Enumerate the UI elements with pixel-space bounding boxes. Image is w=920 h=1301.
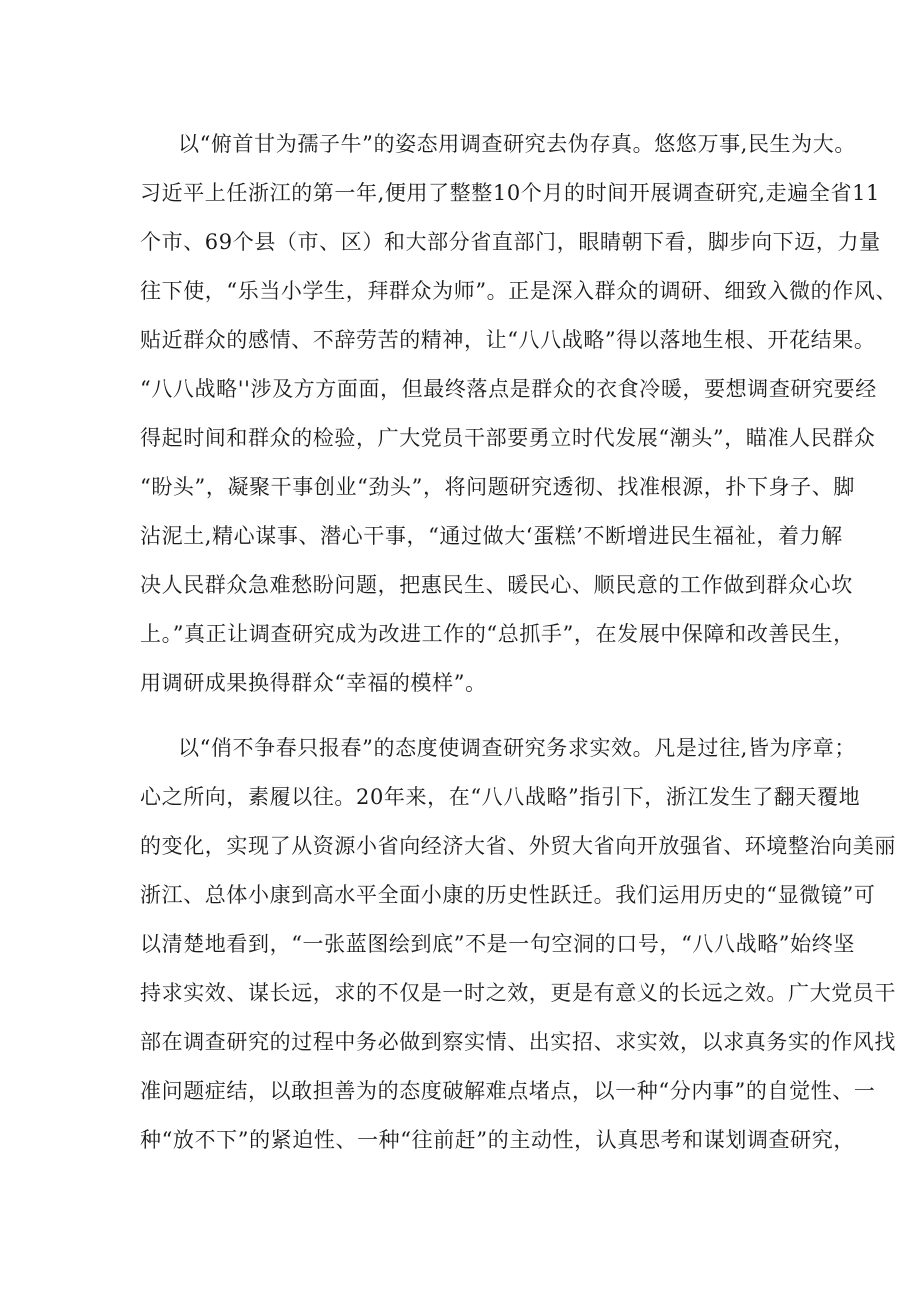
text-line: 贴近群众的感情、不辞劳苦的精神，让“八八战略”得以落地生根、开花结果。 xyxy=(140,328,876,352)
text-line: 浙江、总体小康到高水平全面小康的历史性跃迁。我们运用历史的“显微镜”可 xyxy=(140,883,876,907)
text-line: “八八战略''涉及方方面面，但最终落点是群众的衣食冷暖，要想调查研究要经 xyxy=(140,377,877,401)
text-line: 用调研成果换得群众“幸福的模样”。 xyxy=(140,671,487,695)
text-line: 以“俏不争春只报春”的态度使调查研究务求实效。凡是过往,皆为序章； xyxy=(178,736,856,760)
text-line: 得起时间和群众的检验，广大党员干部要勇立时代发展“潮头”，瞄准人民群众 xyxy=(140,426,876,450)
text-line: 心之所向，素履以往。20年来，在“八八战略”指引下，浙江发生了翻天覆地 xyxy=(140,785,861,809)
text-line: 往下使，“乐当小学生，拜群众为师”。正是深入群众的调研、细致入微的作风、 xyxy=(140,279,898,303)
text-line: 准问题症结，以敢担善为的态度破解难点堵点，以一种“分内事”的自觉性、一 xyxy=(140,1079,876,1103)
text-line: 部在调查研究的过程中务必做到察实情、出实招、求实效，以求真务实的作风找 xyxy=(140,1030,896,1054)
text-line: 的变化，实现了从资源小省向经济大省、外贸大省向开放强省、环境整治向美丽 xyxy=(140,834,896,858)
text-line: 以“俯首甘为孺子牛”的姿态用调查研究去伪存真。悠悠万事,民生为大。 xyxy=(178,132,856,156)
text-line: 持求实效、谋长远，求的不仅是一时之效，更是有意义的长远之效。广大党员干 xyxy=(140,981,896,1005)
text-line: “盼头”，凝聚干事创业“劲头”，将问题研究透彻、找准根源，扑下身子、脚 xyxy=(140,475,855,499)
text-line: 沾泥土,精心谋事、潜心干事，“通过做大‘蛋糕’不断增进民生福祉，着力解 xyxy=(140,524,843,548)
text-line: 个市、69个县（市、区）和大部分省直部门，眼睛朝下看，脚步向下迈，力量 xyxy=(140,230,881,254)
text-line: 种“放不下”的紧迫性、一种“往前赶”的主动性，认真思考和谋划调查研究， xyxy=(140,1128,855,1152)
text-line: 以清楚地看到，“一张蓝图绘到底”不是一句空洞的口号，“八八战略”始终坚 xyxy=(140,932,855,956)
text-line: 上。”真正让调查研究成为改进工作的“总抓手”，在发展中保障和改善民生， xyxy=(140,622,855,646)
text-line: 决人民群众急难愁盼问题，把惠民生、暖民心、顺民意的工作做到群众心坎 xyxy=(140,573,853,597)
text-line: 习近平上任浙江的第一年,便用了整整10个月的时间开展调查研究,走遍全省11 xyxy=(140,181,880,205)
